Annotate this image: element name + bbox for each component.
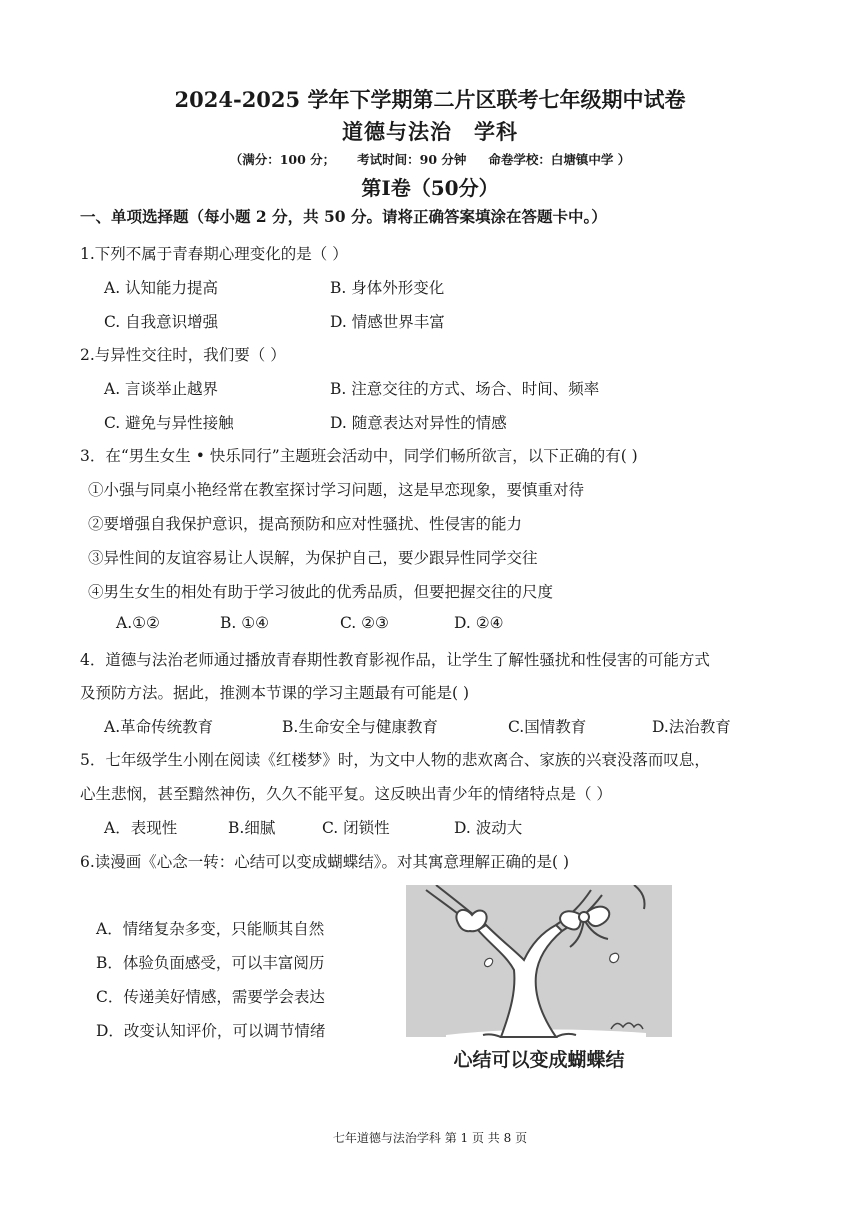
subject-suffix: 学科 xyxy=(474,119,518,144)
q1-option-a: A. 认知能力提高 xyxy=(104,279,219,297)
exam-subject xyxy=(0,116,860,146)
q3-statement-2: ②要增强自我保护意识，提高预防和应对性骚扰、性侵害的能力 xyxy=(88,515,523,533)
q6-stem: 6.读漫画《心念一转：心结可以变成蝴蝶结》。对其寓意理解正确的是( ) xyxy=(80,853,570,871)
q3-statement-4: ④男生女生的相处有助于学习彼此的优秀品质，但要把握交往的尺度 xyxy=(88,583,554,601)
exam-school: 命卷学校：白塘镇中学 ） xyxy=(488,152,631,167)
q1-option-d: D. 情感世界丰富 xyxy=(330,313,445,331)
exam-score: （满分：100 分； xyxy=(229,152,336,167)
q3-option-d: D. ②④ xyxy=(454,614,504,632)
q5-stem-line1: 5．七年级学生小刚在阅读《红楼梦》时，为文中人物的悲欢离合、家族的兴衰没落而叹息， xyxy=(80,751,710,769)
q5-option-b: B.细腻 xyxy=(228,819,276,837)
subject-name: 道德与法治 xyxy=(342,119,452,144)
q3-option-c: C. ②③ xyxy=(340,614,389,632)
q6-option-d: D．改变认知评价，可以调节情绪 xyxy=(96,1022,326,1040)
q6-option-b: B．体验负面感受，可以丰富阅历 xyxy=(96,954,325,972)
q5-stem-line2: 心生悲悯，甚至黯然神伤，久久不能平复。这反映出青少年的情绪特点是（ ） xyxy=(80,785,612,803)
section-heading: 一、单项选择题（每小题 2 分，共 50 分。请将正确答案填涂在答题卡中。） xyxy=(80,207,607,226)
q4-stem-line1: 4．道德与法治老师通过播放青春期性教育影视作品，让学生了解性骚扰和性侵害的可能方式 xyxy=(80,651,710,669)
q3-option-b: B. ①④ xyxy=(220,614,270,632)
q4-option-a: A.革命传统教育 xyxy=(104,718,214,736)
q1-option-c: C. 自我意识增强 xyxy=(104,313,219,331)
q1-option-b: B. 身体外形变化 xyxy=(330,279,445,297)
q5-option-a: A．表现性 xyxy=(104,819,178,837)
part-title: 第Ⅰ卷（50分） xyxy=(361,176,499,200)
q3-option-a: A.①② xyxy=(116,614,160,632)
q4-option-c: C.国情教育 xyxy=(508,718,587,736)
q4-option-d: D.法治教育 xyxy=(652,718,731,736)
q2-option-d: D. 随意表达对异性的情感 xyxy=(330,414,507,432)
q3-stem: 3．在“男生女生 • 快乐同行”主题班会活动中，同学们畅所欲言，以下正确的有( ) xyxy=(80,447,638,465)
tree-bow-illustration xyxy=(406,885,672,1075)
q3-statement-1: ①小强与同桌小艳经常在教室探讨学习问题，这是早恋现象，要慎重对待 xyxy=(88,481,585,499)
q2-option-c: C. 避免与异性接触 xyxy=(104,414,234,432)
q2-stem: 2.与异性交往时，我们要（ ） xyxy=(80,346,286,364)
exam-time: 考试时间：90 分钟 xyxy=(357,152,467,167)
q6-option-a: A．情绪复杂多变，只能顺其自然 xyxy=(96,920,325,938)
cartoon-caption: 心结可以变成蝴蝶结 xyxy=(453,1050,625,1071)
q2-option-a: A. 言谈举止越界 xyxy=(104,380,219,398)
exam-title: 2024-2025 学年下学期第二片区联考七年级期中试卷 xyxy=(174,87,686,112)
q3-statement-3: ③异性间的友谊容易让人误解，为保护自己，要少跟异性同学交往 xyxy=(88,549,538,567)
cartoon-image xyxy=(406,885,672,1075)
q2-option-b: B. 注意交往的方式、场合、时间、频率 xyxy=(330,380,600,398)
q6-option-c: C．传递美好情感，需要学会表达 xyxy=(96,988,325,1006)
exam-info xyxy=(0,150,860,168)
q5-option-c: C. 闭锁性 xyxy=(322,819,390,837)
q1-stem: 1.下列不属于青春期心理变化的是（ ） xyxy=(80,245,348,263)
q5-option-d: D. 波动大 xyxy=(454,819,523,837)
q4-stem-line2: 及预防方法。据此，推测本节课的学习主题最有可能是( ) xyxy=(80,684,470,702)
page-footer: 七年道德与法治学科 第 1 页 共 8 页 xyxy=(332,1131,528,1145)
q4-option-b: B.生命安全与健康教育 xyxy=(282,718,438,736)
